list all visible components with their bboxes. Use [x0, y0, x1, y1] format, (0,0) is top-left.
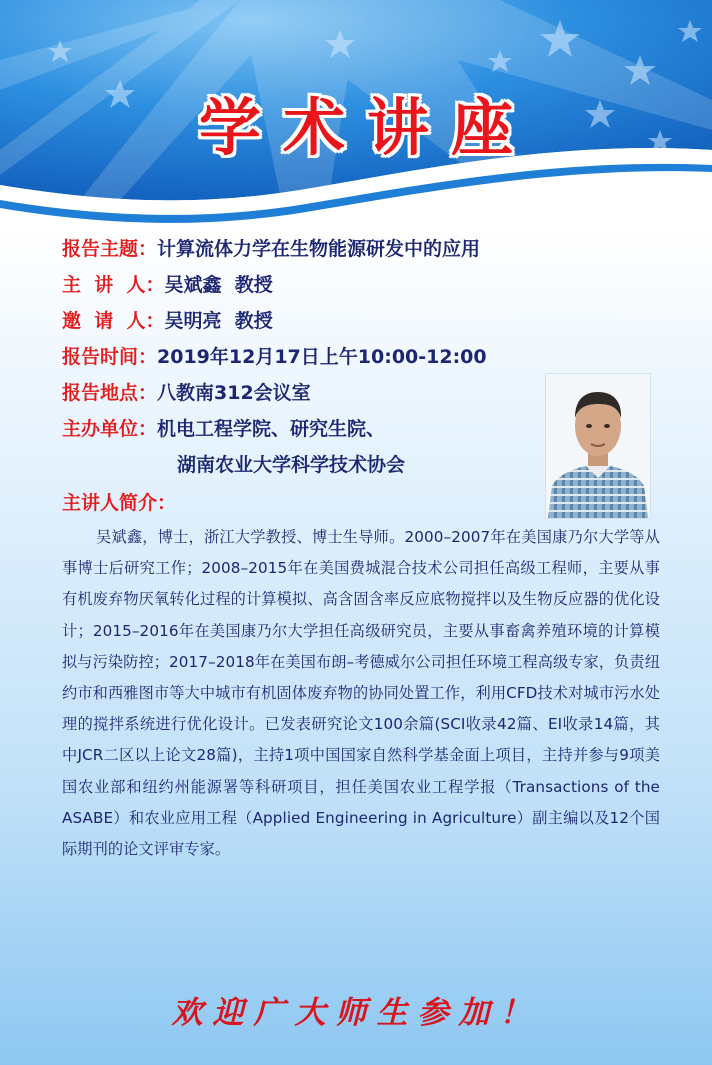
detail-label: 主 讲 人： — [62, 274, 165, 296]
detail-value: 2019年12月17日上午10:00-12:00 — [157, 346, 487, 368]
detail-value: 吴斌鑫 教授 — [164, 274, 273, 296]
page-title: 学术讲座 — [198, 91, 535, 164]
detail-label: 报告主题： — [62, 238, 158, 260]
detail-speaker — [62, 268, 682, 304]
detail-value: 计算流体力学在生物能源研发中的应用 — [157, 238, 481, 260]
detail-inviter — [62, 304, 682, 340]
detail-value: 八教南312会议室 — [157, 382, 311, 404]
bio-heading: 主讲人简介： — [62, 492, 177, 514]
detail-value: 湖南农业大学科学技术协会 — [177, 454, 406, 476]
detail-value: 机电工程学院、研究生院、 — [157, 418, 386, 440]
bio-text: 吴斌鑫，博士，浙江大学教授、博士生导师。2000–2007年在美国康乃尔大学等从事博士后研究工作；2008–2015年在美国费城混合技术公司担任高级工程师，主要从事有机废弃物厌氧转化过程的计算模拟、高含固含率反应底物搅拌以及生物反应器的优化设计；2015–2016年在美国康乃尔大学担任高级研究员，主要从事畜禽养殖环境的计算模拟与污染防控；2017–2018年在美国布朗–考德威尔公司担任环境工程高级专家，负责纽约市和西雅图市等大中城市有机固体废弃物的协同处置工作，利用CFD技术对城市污水处理的搅拌系统进行优化设计。已发表研究论文100余篇(SCI收录42篇、EI收录14篇，其中JCR二区以上论文28篇)，主持1项中国国家自然科学基金面上项目，主持并参与9项美国农业部和纽约州能源署等科研项目，担任美国农业工程学报（Transactions of the ASABE）和农业应用工程（Applied Engineering in Agriculture）副主编以及12个国际期刊的论文评审专家。 — [62, 528, 660, 859]
detail-label: 邀 请 人： — [62, 310, 165, 332]
detail-label: 报告地点： — [62, 382, 158, 404]
detail-topic — [62, 232, 682, 268]
detail-time — [62, 340, 682, 376]
welcome-footer: 欢迎广大师生参加！ — [171, 995, 541, 1031]
speaker-photo — [545, 373, 651, 519]
detail-label: 主办单位： — [62, 418, 158, 440]
detail-label: 报告时间： — [62, 346, 158, 368]
detail-value: 吴明亮 教授 — [164, 310, 273, 332]
